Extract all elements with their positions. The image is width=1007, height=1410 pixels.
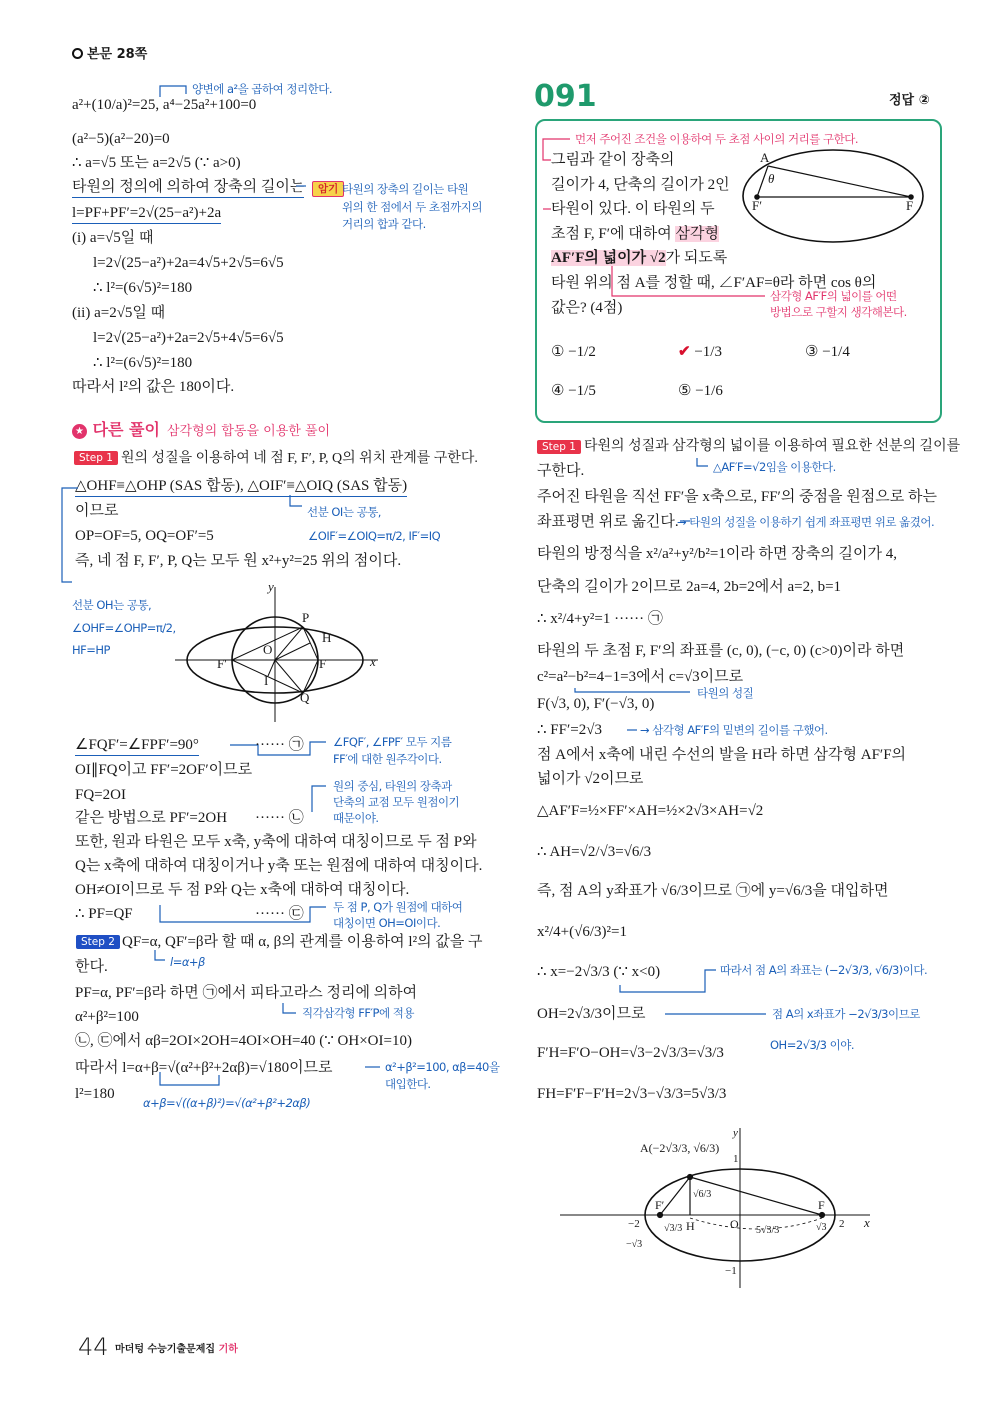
problem-line: 타원 위의 점 A를 정할 때, ∠F′AF=θ라 하면 cos θ의: [551, 275, 877, 291]
oh-length: 5√3/3: [756, 1225, 780, 1236]
note: 따라서 점 A의 좌표는 (−2√3/3, √6/3)이다.: [720, 963, 928, 977]
tick-root3: √3: [816, 1222, 827, 1233]
note: → 타원의 성질을 이용하기 쉽게 좌표평면 위로 옮겼어.: [677, 515, 935, 529]
math-line: 점 A에서 x축에 내린 수선의 발을 H라 하면 삼각형 AF′F의: [537, 747, 907, 763]
ref-marker: ······ ㉠: [255, 737, 304, 753]
math-line: F(√3, 0), F′(−√3, 0): [537, 696, 655, 712]
book-name: 마더텅 수능기출문제집: [115, 1344, 216, 1355]
math-line: a²+(10/a)²=25, a⁴−25a²+100=0: [72, 97, 257, 113]
point-F-prime: F′: [752, 198, 763, 213]
math-line: ∴ l²=(6√5)²=180: [93, 280, 193, 296]
ref-marker: ······ ㉢: [255, 906, 304, 922]
note: 선분 OI는 공통,: [307, 505, 381, 519]
math-line: △AF′F=½×FF′×AH=½×2√3×AH=√2: [537, 803, 764, 819]
x-axis-label: x: [864, 1215, 870, 1230]
problem-line: 타원이 있다. 이 타원의 두: [551, 201, 715, 217]
choice-number: ③: [805, 344, 819, 360]
choice-5[interactable]: [678, 382, 723, 400]
point-O: O: [263, 642, 273, 657]
point-F: F: [319, 656, 327, 671]
note: 선분 OH는 공통,: [72, 598, 152, 612]
choice-number: ①: [551, 344, 565, 360]
math-line: x²/4+(√6/3)²=1: [537, 924, 627, 940]
math-line: 타원의 방정식을 x²/a²+y²/b²=1이라 하면 장축의 길이가 4,: [537, 546, 897, 562]
choice-value: −1/5: [568, 383, 596, 399]
math-line: l=2√(25−a²)+2a=4√5+2√5=6√5: [93, 255, 284, 271]
math-line: △OHF≡△OHP (SAS 합동), △OIF′≡△OIQ (SAS 합동): [75, 477, 407, 497]
note: 단축의 교점 모두 원점이기: [333, 795, 460, 809]
ref-marker: ······ ㉡: [255, 810, 304, 826]
choice-1[interactable]: [551, 343, 596, 361]
note: △AF′F=√2임을 이용한다.: [713, 460, 836, 474]
math-line: OH≠OI이므로 두 점 P와 Q는 x축에 대하여 대칭이다.: [75, 882, 410, 898]
choice-number: ⑤: [678, 383, 692, 399]
tick-1: 1: [733, 1153, 739, 1165]
math-line: ∴ x²/4+y²=1 ······ ㉠: [537, 611, 663, 627]
point-A: A: [760, 150, 770, 165]
subject-name: 기하: [218, 1344, 238, 1355]
math-line: 즉, 네 점 F, F′, P, Q는 모두 원 x²+y²=25 위의 점이다.: [75, 553, 402, 569]
math-line: 즉, 점 A의 y좌표가 √6/3이므로 ㉠에 y=√6/3을 대입하면: [537, 883, 889, 899]
choice-value: −1/6: [695, 383, 723, 399]
choice-3[interactable]: [805, 343, 850, 361]
point-A-label: A(−2√3/3, √6/3): [640, 1141, 720, 1155]
note: ∠OHF=∠OHP=π/2,: [72, 621, 176, 635]
math-line: 타원의 정의에 의하여 장축의 길이는: [72, 178, 304, 198]
math-line: c²=a²−b²=4−1=3에서 c=√3이므로: [537, 669, 744, 685]
tick-2: 2: [839, 1218, 845, 1230]
choice-number: ④: [551, 383, 565, 399]
math-line: 타원의 두 초점 F, F′의 좌표를 (c, 0), (−c, 0) (c>0)이라 하면: [537, 643, 905, 659]
math-line: ∠FQF′=∠FPF′=90°: [75, 736, 199, 756]
problem-line: [551, 225, 719, 243]
page-reference-label: 본문 28쪽: [87, 47, 148, 62]
note: HF=HP: [72, 643, 110, 657]
math-line: ∴ PF=QF: [75, 906, 133, 922]
note: α+β=√((α+β)²)=√(α²+β²+2αβ): [143, 1096, 311, 1110]
math-line: 좌표평면 위로 옮긴다.: [537, 514, 679, 530]
math-line: OI∥FQ이고 FF′=2OF′이므로: [75, 762, 253, 778]
problem-number: 091: [534, 79, 597, 114]
choice-2[interactable]: [678, 343, 722, 361]
note: 직각삼각형 FF′P에 적용: [302, 1006, 414, 1020]
math-line: PF=α, PF′=β라 하면 ㉠에서 피타고라스 정리에 의하여: [75, 985, 418, 1001]
x-axis-label: x: [370, 654, 376, 669]
math-line: 또한, 원과 타원은 모두 x축, y축에 대하여 대칭이므로 두 점 P와: [75, 834, 477, 850]
step2-badge: Step 2: [76, 935, 120, 949]
note: 타원의 장축의 길이는 타원: [342, 182, 469, 196]
note: 점 A의 x좌표가 −2√3/3이므로: [772, 1007, 920, 1021]
step1-badge: Step 1: [537, 440, 581, 454]
math-line: 같은 방법으로 PF′=2OH: [75, 810, 228, 826]
hint: 방법으로 구할지 생각해본다.: [770, 305, 907, 319]
note: → 삼각형 AF′F의 밑변의 길이를 구했어.: [640, 723, 828, 737]
note: α²+β²=100, αβ=40을: [385, 1060, 500, 1074]
math-line: OP=OF=5, OQ=OF′=5: [75, 528, 214, 544]
star-icon: ★: [72, 424, 87, 439]
note: 대칭이면 OH=OI이다.: [333, 916, 441, 930]
point-H: H: [322, 630, 332, 645]
math-line: (a²−5)(a²−20)=0: [72, 131, 170, 147]
text: 가 되도록: [665, 250, 728, 266]
note: ∠FQF′, ∠FPF′ 모두 지름: [333, 735, 452, 749]
answer-label: 정답 ②: [889, 93, 930, 108]
step-text: 구한다.: [537, 463, 585, 479]
math-line: l=PF+PF′=2√(25−a²)+2a: [72, 204, 221, 224]
math-line: 따라서 l=α+β=√(α²+β²+2αβ)=√180이므로: [75, 1060, 333, 1076]
math-line: ∴ a=√5 또는 a=2√5 (∵ a>0): [72, 155, 241, 171]
math-line: 단축의 길이가 2이므로 2a=4, 2b=2에서 a=2, b=1: [537, 579, 842, 595]
math-line: ∴ x=−2√3/3 (∵ x<0): [537, 964, 661, 980]
math-line: F′H=F′O−OH=√3−2√3/3=√3/3: [537, 1045, 724, 1061]
note: 때문이야.: [333, 811, 379, 825]
point-P: P: [302, 610, 310, 625]
choice-value: −1/3: [694, 344, 722, 360]
step-text: 타원의 성질과 삼각형의 넓이를 이용하여 필요한 선분의 길이를: [584, 439, 961, 454]
note: 양변에 a²을 곱하여 정리한다.: [192, 82, 332, 96]
choice-4[interactable]: [551, 382, 596, 400]
point-F: F: [906, 198, 914, 213]
math-line: (i) a=√5일 때: [72, 230, 154, 246]
page-number: 44: [78, 1333, 109, 1361]
math-line: FQ=2OI: [75, 787, 126, 803]
math-line: 이므로: [75, 503, 119, 519]
choice-value: −1/4: [822, 344, 850, 360]
y-axis-label: y: [733, 1127, 738, 1139]
math-line: 주어진 타원을 직선 FF′을 x축으로, FF′의 중점을 원점으로 하는: [537, 489, 937, 505]
point-H: H: [686, 1219, 695, 1233]
tick-minus-1: −1: [725, 1265, 737, 1277]
math-line: 넓이가 √2이므로: [537, 771, 644, 787]
step-text: QF=α, QF′=β라 할 때 α, β의 관계를 이용하여 l²의 값을 구: [122, 934, 483, 950]
hint: 삼각형 AF′F의 넓이를 어떤: [770, 289, 897, 303]
memorize-badge: 암기: [312, 181, 344, 197]
point-F: F: [818, 1198, 825, 1212]
tick-minus-2: −2: [628, 1218, 640, 1230]
note: 타원의 성질: [697, 686, 754, 700]
math-line: (ii) a=2√5일 때: [72, 305, 166, 321]
alt-subtitle: 삼각형의 합동을 이용한 풀이: [167, 424, 331, 439]
problem-line: 그림과 같이 장축의: [551, 152, 675, 168]
angle-theta: θ: [768, 171, 775, 186]
y-axis-label: y: [268, 579, 274, 594]
math-line: ∴ FF′=2√3: [537, 722, 602, 738]
math-line: Q는 x축에 대하여 대칭이거나 y축 또는 원점에 대하여 대칭이다.: [75, 858, 483, 874]
check-icon: ✔: [678, 344, 691, 360]
fh-length: √3/3: [664, 1223, 683, 1234]
alt-title: 다른 풀이: [92, 420, 160, 439]
note: l=α+β: [170, 955, 205, 969]
note: ∠OIF′=∠OIQ=π/2, IF′=IQ: [308, 529, 441, 543]
math-line: OH=2√3/3이므로: [537, 1006, 646, 1022]
hint: 먼저 주어진 조건을 이용하여 두 초점 사이의 거리를 구한다.: [575, 132, 859, 146]
problem-line: [551, 249, 727, 267]
problem-line: 값은? (4점): [551, 300, 623, 316]
highlight: 삼각형: [675, 226, 719, 242]
point-I: I: [264, 673, 269, 688]
origin-label: O: [730, 1217, 739, 1231]
problem-line: 길이가 4, 단축의 길이가 2인: [551, 177, 730, 193]
math-line: α²+β²=100: [75, 1009, 139, 1025]
math-line: ∴ AH=√2/√3=√6/3: [537, 844, 652, 860]
point-Q: Q: [300, 690, 310, 705]
note: 대입한다.: [385, 1077, 431, 1091]
note: 원의 중심, 타원의 장축과: [333, 779, 452, 793]
point-F-prime: F′: [655, 1198, 665, 1212]
highlight: AF′F의 넓이가 √2: [551, 250, 666, 266]
math-line: l=2√(25−a²)+2a=2√5+4√5=6√5: [93, 330, 284, 346]
math-line: ∴ l²=(6√5)²=180: [93, 355, 193, 371]
note: FF′에 대한 원주각이다.: [333, 752, 442, 766]
step-text: 한다.: [75, 959, 108, 975]
math-line: ㉡, ㉢에서 αβ=2OI×2OH=4OI×OH=40 (∵ OH×OI=10): [75, 1033, 412, 1049]
ah-length: √6/3: [693, 1189, 712, 1200]
note: OH=2√3/3 이야.: [770, 1038, 855, 1052]
tick-minus-root3: −√3: [626, 1239, 643, 1250]
choice-value: −1/2: [568, 344, 596, 360]
book-title: [115, 1341, 238, 1359]
math-line: l²=180: [75, 1086, 115, 1102]
math-line: FH=F′F−F′H=2√3−√3/3=5√3/3: [537, 1086, 727, 1102]
text: 초점 F, F′에 대하여: [551, 226, 676, 242]
note: 두 점 P, Q가 원점에 대하여: [333, 900, 463, 914]
note: 위의 한 점에서 두 초점까지의: [342, 200, 482, 214]
point-F-prime: F′: [217, 656, 228, 671]
math-line: 따라서 l²의 값은 180이다.: [72, 379, 235, 395]
note: 거리의 합과 같다.: [342, 217, 426, 231]
step1-badge: Step 1: [74, 451, 118, 465]
step-text: 원의 성질을 이용하여 네 점 F, F′, P, Q의 위치 관계를 구한다.: [121, 451, 478, 466]
